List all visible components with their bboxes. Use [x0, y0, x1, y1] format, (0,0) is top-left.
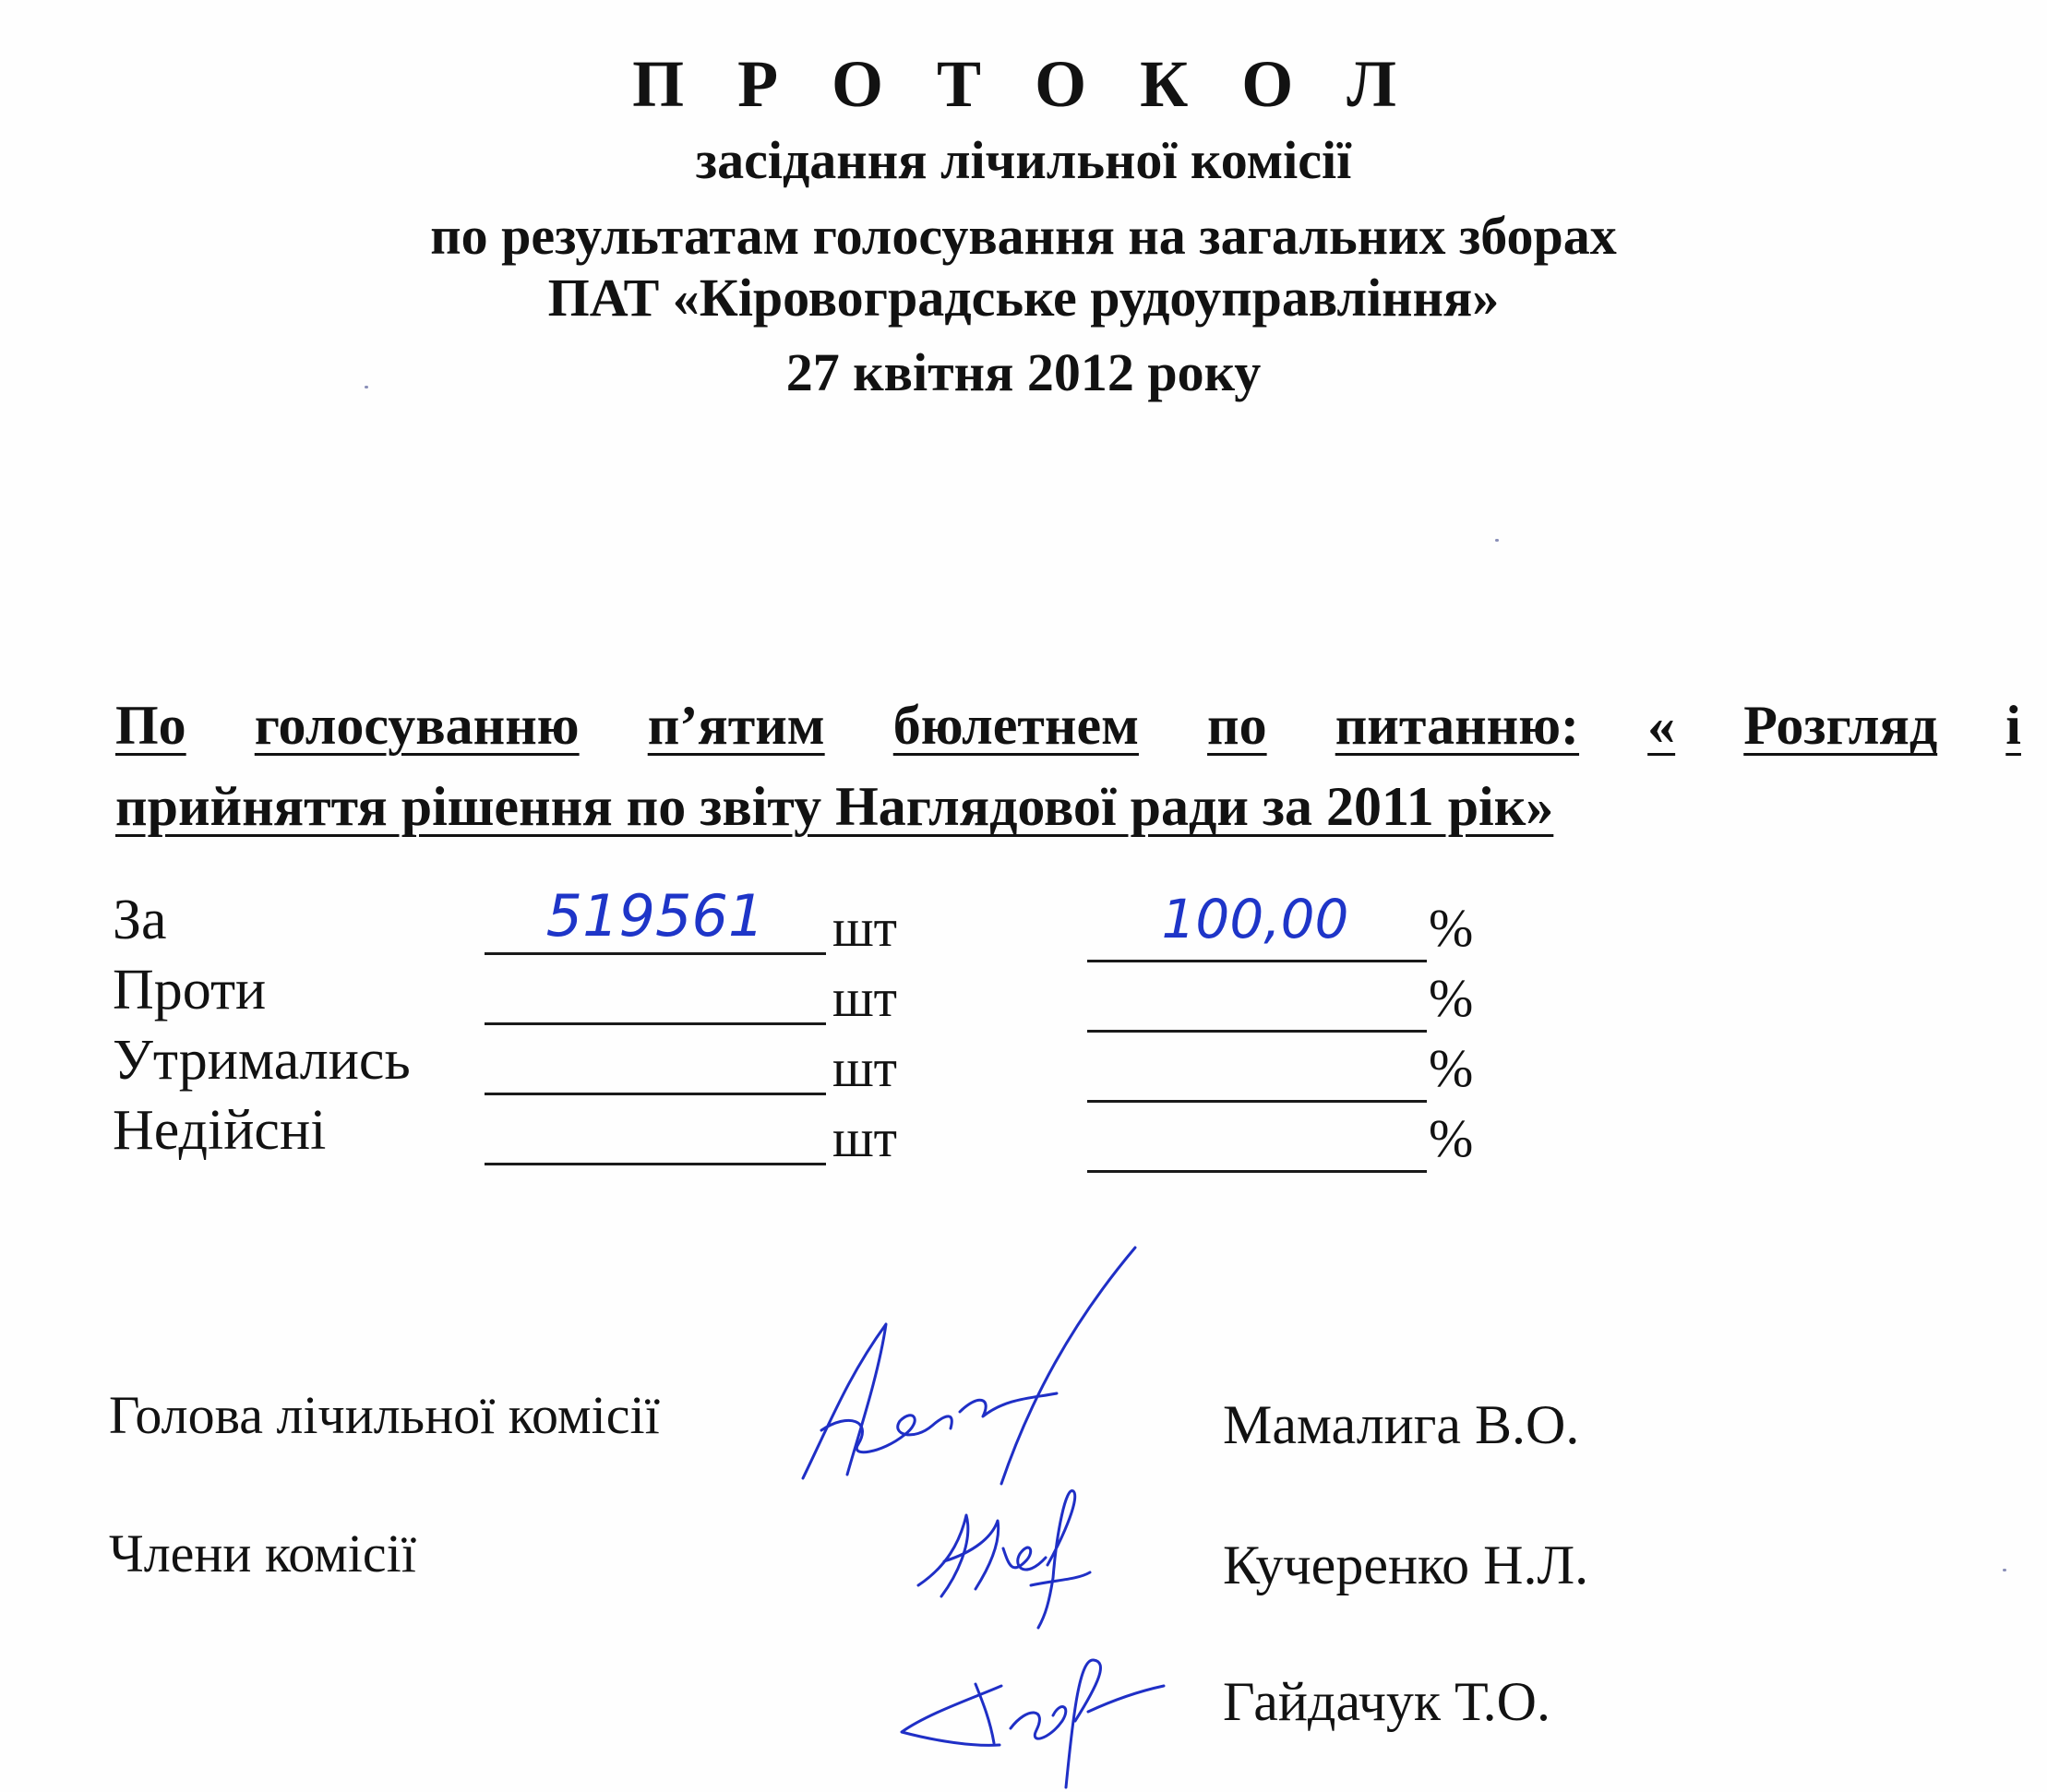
signature-stroke [1001, 1248, 1135, 1484]
count-field-line [485, 1163, 826, 1165]
unit-percent: % [1429, 968, 1474, 1028]
vote-label: Проти [113, 959, 267, 1021]
signature-stroke [960, 1393, 1057, 1416]
chair-signature [794, 1236, 1144, 1495]
vote-row-for [0, 882, 2047, 962]
question-word: « [1647, 695, 1676, 756]
members-label: Члени комісії [109, 1523, 416, 1583]
unit-percent: % [1429, 898, 1474, 958]
percent-field-line [1087, 1170, 1427, 1173]
member-name: Кучеренко Н.Л. [1223, 1535, 1589, 1595]
signature-stroke [1088, 1686, 1164, 1712]
signature-stroke [1003, 1547, 1046, 1570]
question-word: бюлетнем [892, 695, 1139, 756]
percent-value: 100,00 [1161, 888, 1349, 950]
unit-percent: % [1429, 1108, 1474, 1168]
scan-speck [1495, 539, 1499, 542]
question-word: по [1207, 695, 1267, 756]
question-word: питанню: [1335, 695, 1580, 756]
signature-stroke [1066, 1660, 1100, 1787]
company-name: ПАТ «Кіровоградське рудоуправління» [547, 268, 1500, 328]
chair-name: Мамалига В.О. [1223, 1394, 1580, 1455]
vote-row-against [0, 958, 2047, 1032]
agenda-question [115, 685, 2021, 847]
count-field-line [485, 1093, 826, 1095]
document-subtitle: засідання лічильної комісії [695, 130, 1352, 190]
count-value: 519561 [545, 882, 765, 950]
member-signature [909, 1476, 1103, 1633]
count-field-line [485, 952, 826, 955]
scan-speck [2003, 1569, 2006, 1571]
vote-label: Недійсні [113, 1099, 327, 1162]
member-name: Гайдачук Т.О. [1223, 1671, 1550, 1732]
unit-pieces: шт [832, 968, 898, 1028]
signature-stroke [803, 1324, 886, 1478]
question-word: п’ятим [647, 695, 825, 756]
question-word: По [115, 695, 186, 756]
question-line-2: прийняття рішення по звіту Наглядової ради за 2011 рік» [115, 776, 1554, 837]
vote-label: За [113, 889, 167, 951]
chair-label: Голова лічильної комісії [109, 1385, 660, 1445]
member-signature [891, 1647, 1167, 1792]
vote-row-invalid [0, 1098, 2047, 1172]
signature-stroke [1031, 1572, 1090, 1585]
vote-label: Утримались [113, 1029, 411, 1092]
unit-pieces: шт [832, 898, 898, 958]
question-line-1 [115, 685, 2021, 766]
question-word: і [2005, 695, 2021, 756]
signature-stroke [1011, 1707, 1066, 1739]
meeting-date: 27 квітня 2012 року [785, 342, 1262, 402]
document-title: П Р О Т О К О Л [632, 47, 1415, 121]
signature-stroke [821, 1416, 952, 1452]
document-purpose: по результатам голосування на загальних зборах [430, 206, 1617, 266]
count-field-line [485, 1022, 826, 1025]
unit-pieces: шт [832, 1108, 898, 1168]
unit-pieces: шт [832, 1038, 898, 1098]
scan-speck [365, 386, 368, 388]
question-word: голосуванню [254, 695, 580, 756]
unit-percent: % [1429, 1038, 1474, 1098]
question-word: Розгляд [1743, 695, 1938, 756]
vote-row-abstained [0, 1028, 2047, 1102]
